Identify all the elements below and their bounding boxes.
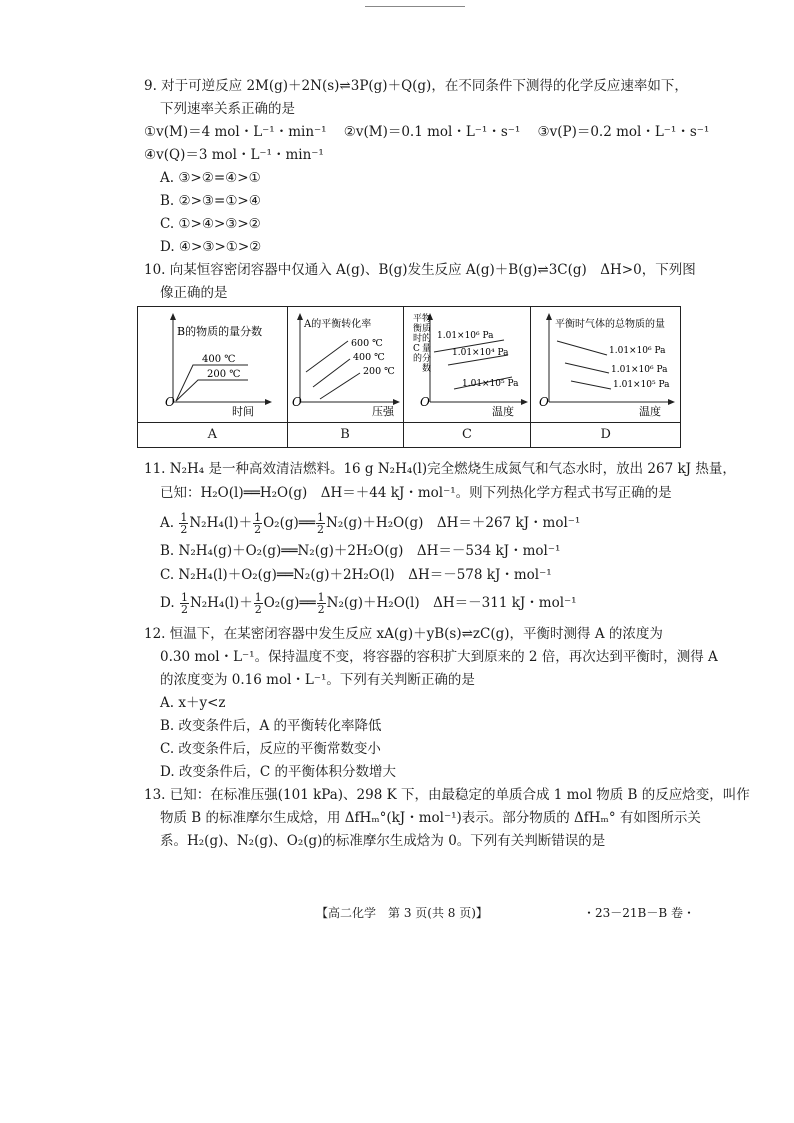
q11-option-a: A. $\frac{1}{2}$ N₂H₄(l)＋ $\frac{1}{2}$ O₂(g)══ $\frac{1}{2}$ N₂(g)＋H₂O(g) ΔH＝＋267 kJ・mol⁻¹ xyxy=(160,511,581,536)
fraction-half: $\frac{1}{2}$ xyxy=(317,511,325,536)
q9-rate-1: ①v(M)＝4 mol・L⁻¹・min⁻¹ xyxy=(144,124,327,140)
graph-d-curve-2 xyxy=(565,363,609,373)
graph-d-x-arrow xyxy=(668,399,675,405)
question-11 xyxy=(144,457,736,615)
graph-a-origin: O xyxy=(165,395,175,409)
q9-option-a: A. ③>②=④>① xyxy=(160,170,261,186)
q11-stem-line1: 11. N₂H₄ 是一种高效清洁燃料。16 g N₂H₄(l)完全燃烧生成氮气和气态水时，放出 267 kJ 热量， xyxy=(144,461,736,477)
graph-a-ylabel: B的物质的量分数 xyxy=(177,325,263,338)
graph-a-xlabel: 时间 xyxy=(232,405,254,418)
q10-graph-table xyxy=(137,306,681,448)
graph-d-label-3: 1.01×10⁵ Pa xyxy=(613,380,670,390)
graph-a-curve-200 xyxy=(176,380,248,401)
graph-c-ylabel-1: 平物 衡质 时的 C 量 的分 数 xyxy=(412,314,431,374)
question-13 xyxy=(144,784,750,853)
q10-stem-line1: 10. 向某恒容密闭容器中仅通入 A(g)、B(g)发生反应 A(g)＋B(g)⇌3C(g) ΔH>0，下列图 xyxy=(144,262,696,278)
footer-page-info: 【高二化学 第 3 页(共 8 页)】 xyxy=(316,906,488,920)
q9-stem-line1: 9. 对于可逆反应 2M(g)＋2N(s)⇌3P(g)＋Q(g)，在不同条件下测得的化学反应速率如下， xyxy=(144,78,688,94)
graph-b-label-400: 400 ℃ xyxy=(352,352,385,363)
graph-d xyxy=(531,307,681,421)
graph-d-curve-3 xyxy=(571,381,611,389)
graph-c-xlabel: 温度 xyxy=(491,405,514,418)
graph-label-b: B xyxy=(287,423,403,448)
q9-stem-line2: 下列速率关系正确的是 xyxy=(160,101,295,117)
graph-a-y-arrow xyxy=(170,313,176,320)
graph-c xyxy=(404,307,532,421)
graph-cell-c xyxy=(403,307,531,423)
question-9 xyxy=(144,75,709,259)
q11-option-d: D. $\frac{1}{2}$ N₂H₄(l)＋ $\frac{1}{2}$ O₂(g)══ $\frac{1}{2}$ N₂(g)＋H₂O(l) ΔH＝－311 kJ・mol⁻¹ xyxy=(160,591,577,616)
graph-c-origin: O xyxy=(419,395,430,409)
graph-a xyxy=(138,307,288,421)
graph-d-ylabel: 平衡时气体的总物质的量 xyxy=(555,319,666,330)
graph-b-xlabel: 压强 xyxy=(371,405,394,418)
q9-option-d: D. ④>③>①>② xyxy=(160,239,262,255)
graph-cell-a xyxy=(138,307,288,423)
graph-d-xlabel: 温度 xyxy=(639,405,662,418)
q12-option-d: D. 改变条件后，C 的平衡体积分数增大 xyxy=(160,764,397,780)
graph-b-curve-600 xyxy=(306,341,348,372)
q11-a-prefix: A. xyxy=(160,515,175,531)
graph-b-y-arrow xyxy=(297,313,303,320)
graph-b xyxy=(288,307,404,421)
question-10 xyxy=(144,259,696,305)
q9-rates-row1 xyxy=(144,121,709,144)
graph-a-label-200: 200 ℃ xyxy=(207,369,241,380)
graph-cell-d xyxy=(531,307,681,423)
q12-stem-line3: 的浓度变为 0.16 mol・L⁻¹。下列有关判断正确的是 xyxy=(160,672,475,688)
fraction-half: $\frac{1}{2}$ xyxy=(254,591,262,616)
graph-d-label-2: 1.01×10⁶ Pa xyxy=(611,365,668,375)
graph-b-label-200: 200 ℃ xyxy=(362,366,395,377)
graph-a-x-arrow xyxy=(265,399,272,405)
q11-d-prefix: D. xyxy=(160,595,175,611)
footer-paper-code: ・23－21B－B 卷・ xyxy=(583,906,695,920)
fraction-half: $\frac{1}{2}$ xyxy=(317,591,325,616)
q9-rate-4: ④v(Q)＝3 mol・L⁻¹・min⁻¹ xyxy=(144,147,324,163)
fraction-half: $\frac{1}{2}$ xyxy=(254,511,262,536)
q12-option-a: A. x＋y<z xyxy=(160,695,226,711)
q9-option-b: B. ②>③=①>④ xyxy=(160,193,261,209)
graph-label-d: D xyxy=(531,423,681,448)
graph-b-origin: O xyxy=(291,395,302,409)
graph-a-label-400: 400 ℃ xyxy=(202,354,236,365)
q13-stem-line1: 13. 已知：在标准压强(101 kPa)、298 K 下，由最稳定的单质合成 1 mol 物质 B 的反应焓变，叫作 xyxy=(144,787,750,803)
q13-stem-line2: 物质 B 的标准摩尔生成焓，用 ΔfHₘ°(kJ・mol⁻¹)表示。部分物质的 ΔfHₘ° 有如图所示关 xyxy=(160,810,701,826)
fraction-half: $\frac{1}{2}$ xyxy=(180,511,188,536)
graph-d-label-1: 1.01×10⁶ Pa xyxy=(609,346,666,356)
graph-cell-b xyxy=(287,307,403,423)
q11-stem-line2: 已知：H₂O(l)══H₂O(g) ΔH＝＋44 kJ・mol⁻¹。则下列热化学方程式书写正确的是 xyxy=(160,485,672,501)
graph-d-origin: O xyxy=(539,395,550,409)
top-rule xyxy=(365,6,465,7)
graph-b-label-600: 600 ℃ xyxy=(350,338,383,349)
graph-c-label-1: 1.01×10⁶ Pa xyxy=(436,331,494,341)
graph-c-label-2: 1.01×10⁴ Pa xyxy=(451,348,509,358)
q12-option-c: C. 改变条件后，反应的平衡常数变小 xyxy=(160,741,381,757)
q11-option-b: B. N₂H₄(g)＋O₂(g)══N₂(g)＋2H₂O(g) ΔH＝－534 kJ・mol⁻¹ xyxy=(160,543,561,559)
question-12 xyxy=(144,623,718,784)
graph-b-ylabel: A的平衡转化率 xyxy=(303,319,371,330)
graph-d-y-arrow xyxy=(546,313,552,320)
q12-option-b: B. 改变条件后，A 的平衡转化率降低 xyxy=(160,718,382,734)
q13-stem-line3: 系。H₂(g)、N₂(g)、O₂(g)的标准摩尔生成焓为 0。下列有关判断错误的是 xyxy=(160,833,606,849)
q9-rate-3: ③v(P)＝0.2 mol・L⁻¹・s⁻¹ xyxy=(537,124,710,140)
q9-option-c: C. ①>④>③>② xyxy=(160,216,261,232)
q12-stem-line2: 0.30 mol・L⁻¹。保持温度不变，将容器的容积扩大到原来的 2 倍，再次达到平衡时，测得 A xyxy=(160,649,718,665)
graph-label-c: C xyxy=(403,423,531,448)
fraction-half: $\frac{1}{2}$ xyxy=(180,591,188,616)
graph-label-a: A xyxy=(138,423,288,448)
q11-option-c: C. N₂H₄(l)＋O₂(g)══N₂(g)＋2H₂O(l) ΔH＝－578 kJ・mol⁻¹ xyxy=(160,567,552,583)
q10-stem-line2: 像正确的是 xyxy=(160,285,228,301)
q12-stem-line1: 12. 恒温下，在某密闭容器中发生反应 xA(g)＋yB(s)⇌zC(g)，平衡时测得 A 的浓度为 xyxy=(144,626,663,642)
graph-c-label-3: 1.01×10⁵ Pa xyxy=(461,379,519,389)
graph-c-x-arrow xyxy=(521,399,528,405)
graph-d-curve-1 xyxy=(557,341,607,355)
q9-rate-2: ②v(M)＝0.1 mol・L⁻¹・s⁻¹ xyxy=(343,124,521,140)
graph-b-x-arrow xyxy=(393,399,400,405)
